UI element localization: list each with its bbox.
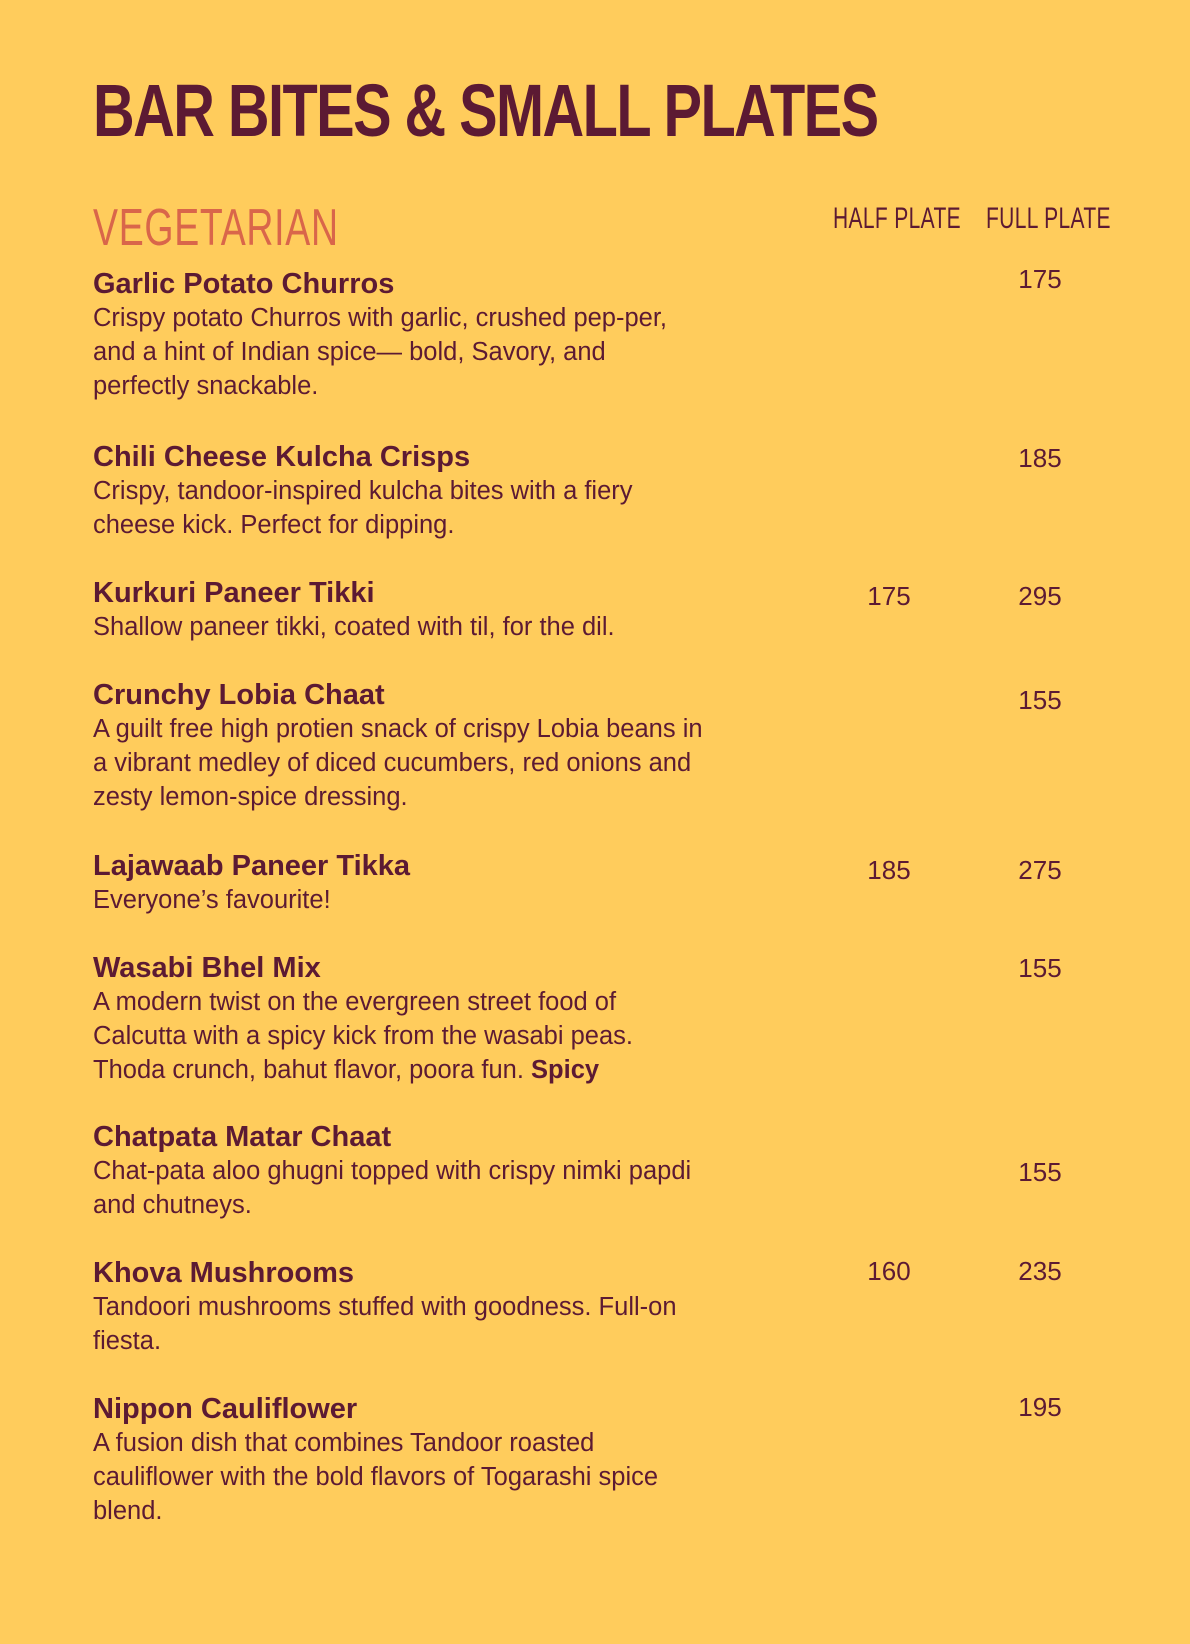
item-name: Garlic Potato Churros (93, 268, 395, 300)
item-description: Everyone’s favourite! (93, 886, 331, 914)
section-title-vegetarian: VEGETARIAN (93, 199, 339, 257)
half-plate-price: 185 (867, 855, 911, 885)
full-plate-price: 175 (1018, 264, 1062, 294)
item-description: Shallow paneer tikki, coated with til, for the dil. (93, 613, 615, 641)
full-plate-price: 295 (1018, 581, 1062, 611)
item-name: Kurkuri Paneer Tikki (93, 577, 375, 609)
item-description: Crispy, tandoor-inspired kulcha bites with a fiery cheese kick. Perfect for dipping. (93, 477, 633, 539)
item-name: Crunchy Lobia Chaat (93, 679, 385, 711)
item-name: Chatpata Matar Chaat (93, 1121, 392, 1153)
menu-item (93, 678, 733, 814)
full-plate-price: 155 (1018, 953, 1062, 983)
spicy-tag: Spicy (531, 1056, 600, 1084)
item-description: Tandoori mushrooms stuffed with goodness. Full-on fiesta. (93, 1293, 677, 1355)
item-name: Wasabi Bhel Mix (93, 952, 321, 984)
item-name: Lajawaab Paneer Tikka (93, 850, 411, 882)
full-plate-price: 155 (1018, 685, 1062, 715)
full-plate-price: 195 (1018, 1392, 1062, 1422)
half-plate-price: 160 (867, 1256, 911, 1286)
menu-item (93, 1256, 733, 1358)
item-description: A guilt free high protien snack of crispy Lobia beans in a vibrant medley of diced cucumbers, red onions and zesty lemon-spice dressing. (93, 715, 703, 811)
menu-item (93, 951, 733, 1087)
item-description: A fusion dish that combines Tandoor roasted cauliflower with the bold flavors of Togarashi spice blend. (93, 1429, 659, 1525)
menu-item (93, 576, 733, 644)
menu-item (93, 849, 733, 917)
menu-item (93, 267, 733, 403)
menu-item (93, 1392, 733, 1528)
full-plate-price: 185 (1018, 443, 1062, 473)
page-title: BAR BITES & SMALL PLATES (93, 69, 878, 152)
item-name: Khova Mushrooms (93, 1257, 355, 1289)
item-description: Crispy potato Churros with garlic, crushed pep-per, and a hint of Indian spice— bold, Savory, and perfectly snackable. (93, 304, 668, 400)
menu-item (93, 1120, 733, 1222)
half-plate-price: 175 (867, 581, 911, 611)
item-name: Nippon Cauliflower (93, 1393, 358, 1425)
item-name: Chili Cheese Kulcha Crisps (93, 441, 471, 473)
full-plate-price: 155 (1018, 1157, 1062, 1187)
full-plate-price: 235 (1018, 1256, 1062, 1286)
full-plate-price: 275 (1018, 855, 1062, 885)
half-plate-header: HALF PLATE (833, 202, 961, 235)
item-description: A modern twist on the evergreen street food of Calcutta with a spicy kick from the wasabi peas. Thoda crunch, bahut flavor, poora fun. Spicy (93, 988, 633, 1084)
menu-item (93, 440, 733, 542)
full-plate-header: FULL PLATE (986, 202, 1111, 235)
item-description: Chat-pata aloo ghugni topped with crispy nimki papdi and chutneys. (93, 1157, 692, 1219)
